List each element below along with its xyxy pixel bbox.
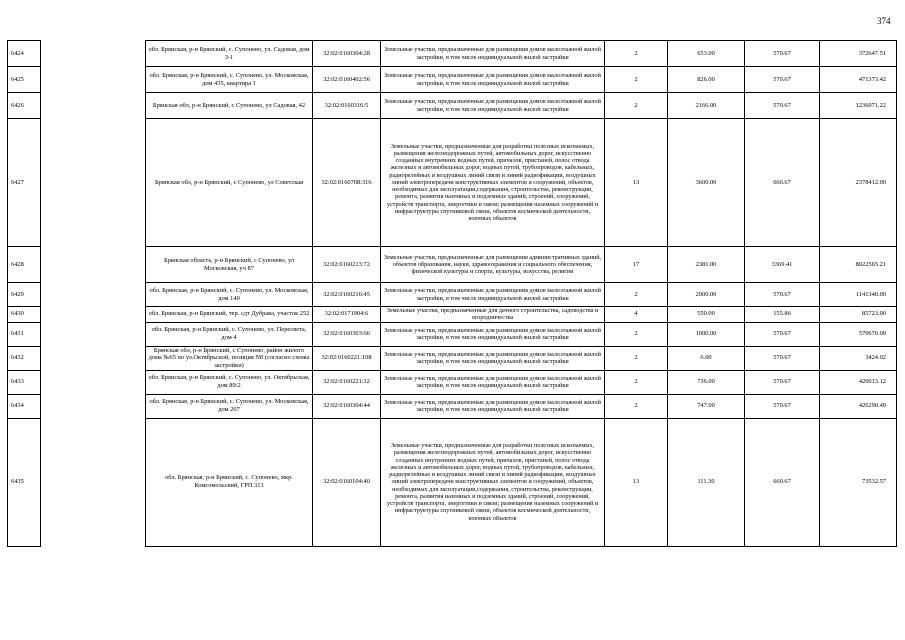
address-cell: обл. Брянская, р-н Брянский, с. Супонево, ул. Октябрьская, дом 89/2: [146, 370, 313, 394]
area-cell: 2381.00: [668, 247, 745, 283]
land-use-cell: Земельные участки, предназначенные для размещения домов малоэтажной жилой застройки, в том числе индивидуальной жилой застройки: [381, 394, 605, 418]
cadastral-number-cell: 32:02:0160221:32: [313, 370, 381, 394]
cadastral-number-cell: 32:02:0160402:56: [313, 67, 381, 93]
cadastral-value-cell: 85723.00: [820, 307, 897, 323]
cadastral-number-cell: 32:02:0171904:6: [313, 307, 381, 323]
blank-column: [41, 283, 146, 307]
table-row: [8, 394, 897, 418]
land-use-cell: Земельные участки, предназначенные для размещения домов малоэтажной жилой застройки, в том числе индивидуальной жилой застройки: [381, 67, 605, 93]
row-number: 6432: [8, 346, 41, 370]
table-row: [8, 93, 897, 119]
specific-value-cell: 570.67: [745, 67, 820, 93]
group-cell: 2: [605, 283, 668, 307]
specific-value-cell: 570.67: [745, 283, 820, 307]
row-number: 6425: [8, 67, 41, 93]
table-row: [8, 119, 897, 247]
group-cell: 2: [605, 322, 668, 346]
group-cell: 2: [605, 394, 668, 418]
cadastral-number-cell: 32:02:0160304:28: [313, 41, 381, 67]
group-cell: 2: [605, 67, 668, 93]
cadastral-value-cell: 2378412.00: [820, 119, 897, 247]
area-cell: 826.00: [668, 67, 745, 93]
land-use-cell: Земельные участки, предназначенные для размещения домов малоэтажной жилой застройки, в том числе индивидуальной жилой застройки: [381, 346, 605, 370]
land-use-cell: Земельные участки, предназначенные для размещения домов малоэтажной жилой застройки, в том числе индивидуальной жилой застройки: [381, 41, 605, 67]
area-cell: 550.00: [668, 307, 745, 323]
row-number: 6428: [8, 247, 41, 283]
area-cell: 736.00: [668, 370, 745, 394]
blank-column: [41, 307, 146, 323]
specific-value-cell: 570.67: [745, 41, 820, 67]
row-number: 6435: [8, 418, 41, 546]
table-row: [8, 247, 897, 283]
row-number: 6424: [8, 41, 41, 67]
area-cell: 1000.00: [668, 322, 745, 346]
land-use-cell: Земельные участки, предназначенные для разработки полезных ископаемых, размещения железнодорожных путей, автомобильных дорог, искусственно созданных внутренних водных путей, причалов, пристаней, полос отвода железных и автомобильных дорог, водных путей, трубопроводов, кабельных, радиорелейных и воздушных линий связи и линий радиофикации, воздушных линий электропередачи конструктивных элементов и сооружений, объектов, необходимых для эксплуатации,содержания, строительства, реконструкции, ремонта, развития наземных и подземных зданий, строений, сооружений, устройств транспорта, энергетики и связи; размещения наземных сооружений и инфраструктуры спутниковой связи, объектов космической деятельности, военных объектов: [381, 119, 605, 247]
cadastral-number-cell: 32:02:0160316:5: [313, 93, 381, 119]
address-cell: обл. Брянская, р-н Брянский, с. Супонево, ул. Московская, дом 435, квартира 1: [146, 67, 313, 93]
address-cell: обл. Брянская, р-н Брянский, с. Супонево, мкр. Комсомольский, ГРП 313: [146, 418, 313, 546]
address-cell: обл. Брянская, р-н Брянский, тер. сдт Дубрава, участок 252: [146, 307, 313, 323]
group-cell: 13: [605, 119, 668, 247]
row-number: 6430: [8, 307, 41, 323]
cadastral-value-cell: 73532.57: [820, 418, 897, 546]
cadastral-value-table: [7, 40, 897, 547]
cadastral-value-cell: 570670.00: [820, 322, 897, 346]
address-cell: Брянская обл, р-н Брянский, с Супонево, ул Советская: [146, 119, 313, 247]
area-cell: 747.00: [668, 394, 745, 418]
cadastral-value-cell: 471373.42: [820, 67, 897, 93]
address-cell: Брянская обл, р-н Брянский, с Супонево, ул Садовая, 42: [146, 93, 313, 119]
cadastral-number-cell: 32:02:0160104:40: [313, 418, 381, 546]
cadastral-value-cell: 8022565.21: [820, 247, 897, 283]
blank-column: [41, 418, 146, 546]
group-cell: 4: [605, 307, 668, 323]
group-cell: 2: [605, 346, 668, 370]
row-number: 6431: [8, 322, 41, 346]
table-row: [8, 307, 897, 323]
blank-column: [41, 93, 146, 119]
blank-column: [41, 67, 146, 93]
table-row: [8, 322, 897, 346]
blank-column: [41, 394, 146, 418]
land-use-cell: Земельные участки, предназначенные для дачного строительства, садоводства и огородничества: [381, 307, 605, 323]
land-use-cell: Земельные участки, предназначенные для размещения домов малоэтажной жилой застройки, в том числе индивидуальной жилой застройки: [381, 370, 605, 394]
land-use-cell: Земельные участки, предназначенные для размещения домов малоэтажной жилой застройки, в том числе индивидуальной жилой застройки: [381, 322, 605, 346]
row-number: 6429: [8, 283, 41, 307]
blank-column: [41, 119, 146, 247]
cadastral-value-cell: 1236071.22: [820, 93, 897, 119]
table-body: [8, 41, 897, 547]
blank-column: [41, 322, 146, 346]
group-cell: 2: [605, 93, 668, 119]
area-cell: 653.00: [668, 41, 745, 67]
cadastral-value-cell: 3424.02: [820, 346, 897, 370]
land-use-cell: Земельные участки, предназначенные для разработки полезных ископаемых, размещения железнодорожных путей, автомобильных дорог, искусственно созданных внутренних водных путей, причалов, пристаней, полос отвода железных и автомобильных дорог, водных путей, трубопроводов, кабельных, радиорелейных и воздушных линий связи и линий радиофикации, воздушных линий электропередачи конструктивных элементов и сооружений, объектов, необходимых для эксплуатации,содержания, строительства, реконструкции, ремонта, развития наземных и подземных зданий, строений, сооружений, устройств транспорта, энергетики и связи; размещения наземных сооружений и инфраструктуры спутниковой связи, объектов космической деятельности, военных объектов: [381, 418, 605, 546]
cadastral-number-cell: 32:02:0160216:45: [313, 283, 381, 307]
address-cell: обл. Брянская, р-н Брянский, с. Супонево, ул. Садовая, дом 3-1: [146, 41, 313, 67]
address-cell: обл. Брянская, р-н Брянский, с. Супонево, ул. Московская, дом 207: [146, 394, 313, 418]
table-row: [8, 346, 897, 370]
area-cell: 2166.00: [668, 93, 745, 119]
blank-column: [41, 370, 146, 394]
land-use-cell: Земельные участки, предназначенные для размещения домов малоэтажной жилой застройки, в том числе индивидуальной жилой застройки: [381, 93, 605, 119]
group-cell: 13: [605, 418, 668, 546]
table-row: [8, 283, 897, 307]
area-cell: 111.30: [668, 418, 745, 546]
group-cell: 2: [605, 41, 668, 67]
cadastral-number-cell: 32:02:0160221:108: [313, 346, 381, 370]
cadastral-number-cell: 32:02:0160708:316: [313, 119, 381, 247]
specific-value-cell: 570.67: [745, 322, 820, 346]
area-cell: 3600.00: [668, 119, 745, 247]
specific-value-cell: 570.67: [745, 370, 820, 394]
table-row: [8, 41, 897, 67]
address-cell: Брянская обл, р-н Брянский, с Супонево, район жилого дома №65 по ул.Октябрьской, позиция N8 (согласно схемы застройки): [146, 346, 313, 370]
specific-value-cell: 660.67: [745, 119, 820, 247]
specific-value-cell: 155.86: [745, 307, 820, 323]
address-cell: обл. Брянская, р-н Брянский, с. Супонево, ул. Пересвета, дом 4: [146, 322, 313, 346]
cadastral-value-cell: 420013.12: [820, 370, 897, 394]
cadastral-value-cell: 426290.49: [820, 394, 897, 418]
row-number: 6426: [8, 93, 41, 119]
table-row: [8, 418, 897, 546]
specific-value-cell: 570.67: [745, 394, 820, 418]
cadastral-number-cell: 32:02:0160213:72: [313, 247, 381, 283]
row-number: 6427: [8, 119, 41, 247]
cadastral-value-cell: 1141340.00: [820, 283, 897, 307]
blank-column: [41, 247, 146, 283]
blank-column: [41, 346, 146, 370]
address-cell: Брянская область, р-н Брянский, с Супонево, ул Московская, уч 87: [146, 247, 313, 283]
cadastral-value-cell: 372647.51: [820, 41, 897, 67]
area-cell: 6.00: [668, 346, 745, 370]
page-number: 374: [877, 16, 891, 26]
group-cell: 17: [605, 247, 668, 283]
specific-value-cell: 570.67: [745, 93, 820, 119]
row-number: 6433: [8, 370, 41, 394]
cadastral-number-cell: 32:02:0160303:66: [313, 322, 381, 346]
group-cell: 2: [605, 370, 668, 394]
row-number: 6434: [8, 394, 41, 418]
cadastral-number-cell: 32:02:0160304:44: [313, 394, 381, 418]
land-use-cell: Земельные участки, предназначенные для размещения домов малоэтажной жилой застройки, в том числе индивидуальной жилой застройки: [381, 283, 605, 307]
blank-column: [41, 41, 146, 67]
specific-value-cell: 660.67: [745, 418, 820, 546]
specific-value-cell: 3369.41: [745, 247, 820, 283]
area-cell: 2000.00: [668, 283, 745, 307]
land-use-cell: Земельные участки, предназначенные для размещения административных зданий, объектов образования, науки, здравоохранения и социального обеспечения, физической культуры и спорта, культуры, искусства, религии: [381, 247, 605, 283]
specific-value-cell: 570.67: [745, 346, 820, 370]
table-row: [8, 67, 897, 93]
address-cell: обл. Брянская, р-н Брянский, с. Супонево, ул. Московская, дом 140: [146, 283, 313, 307]
table-row: [8, 370, 897, 394]
